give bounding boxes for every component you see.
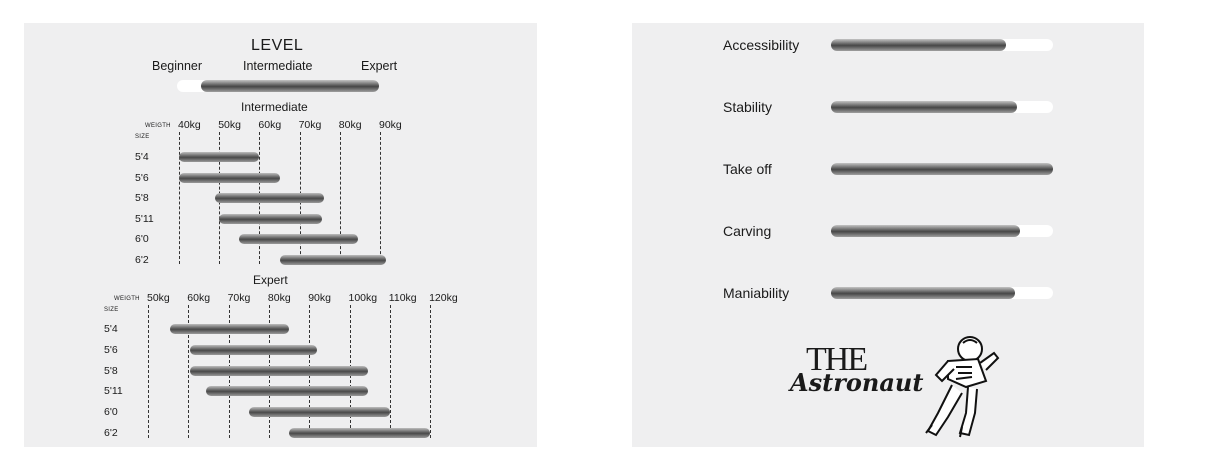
weight-tick-label: 80kg (338, 119, 362, 131)
size-row-label: 5'11 (135, 212, 154, 225)
rating-bar (831, 287, 1015, 299)
size-row-label: 5'4 (135, 151, 149, 163)
size-chart-panel (24, 23, 537, 447)
weight-tick-label: 90kg (308, 292, 331, 304)
size-row-label: 6'0 (104, 406, 118, 419)
weight-gridline (179, 132, 180, 264)
size-row-label: 5'6 (135, 171, 149, 184)
weight-tick-label: 40kg (178, 119, 201, 131)
weight-tick-label: 60kg (258, 119, 282, 131)
weight-range-bar (249, 407, 390, 417)
weight-range-bar (239, 234, 358, 244)
weight-gridline (430, 305, 431, 438)
weight-range-bar (179, 173, 280, 183)
weight-axis-label: WEIGTH (145, 123, 171, 129)
weight-range-bar (289, 428, 430, 438)
weight-tick-label: 90kg (379, 119, 402, 131)
rating-bar (831, 39, 1006, 51)
rating-label: Carving (723, 223, 772, 239)
expert-title: Expert (253, 273, 288, 287)
weight-tick-label: 70kg (298, 119, 322, 131)
rating-label: Maniability (723, 285, 790, 301)
weight-axis-label: WEIGTH (114, 296, 140, 302)
weight-gridline (380, 132, 381, 264)
level-range-bar (201, 80, 379, 92)
rating-bar (831, 225, 1020, 237)
weight-tick-label: 50kg (147, 292, 170, 304)
weight-range-bar (206, 386, 367, 396)
rating-label: Stability (723, 99, 773, 115)
size-axis-label: SIZE (135, 134, 150, 140)
size-row-label: 5'8 (135, 192, 149, 205)
size-axis-label: SIZE (104, 307, 119, 313)
level-title: LEVEL (251, 37, 304, 54)
weight-range-bar (190, 345, 317, 355)
brand-the: THE (806, 341, 867, 378)
rating-label: Accessibility (723, 37, 800, 53)
level-beginner-label: Beginner (152, 59, 203, 73)
weight-range-bar (280, 255, 387, 265)
weight-range-bar (219, 214, 322, 224)
level-intermediate-label: Intermediate (243, 59, 313, 73)
weight-tick-label: 60kg (187, 292, 211, 304)
weight-tick-label: 100kg (348, 292, 378, 304)
rating-label: Take off (723, 161, 772, 177)
level-expert-label: Expert (361, 59, 398, 73)
weight-range-bar (179, 152, 259, 162)
weight-tick-label: 50kg (218, 119, 241, 131)
brand-logo (790, 327, 1010, 447)
weight-gridline (390, 305, 391, 438)
weight-gridline (340, 132, 341, 264)
size-row-label: 5'8 (104, 364, 118, 377)
size-row-label: 5'11 (104, 385, 123, 398)
weight-tick-label: 120kg (429, 292, 458, 304)
size-row-label: 5'4 (104, 323, 118, 335)
weight-range-bar (215, 193, 324, 203)
weight-tick-label: 70kg (227, 292, 251, 304)
weight-range-bar (190, 366, 367, 376)
size-row-label: 6'2 (135, 254, 149, 266)
weight-tick-label: 110kg (388, 292, 417, 304)
size-row-label: 6'0 (135, 233, 149, 246)
intermediate-title: Intermediate (241, 100, 308, 114)
weight-tick-label: 80kg (267, 292, 291, 304)
ratings-panel (632, 23, 1144, 447)
size-row-label: 5'6 (104, 343, 118, 356)
weight-range-bar (170, 324, 289, 334)
rating-bar (831, 163, 1053, 175)
size-row-label: 6'2 (104, 427, 118, 439)
weight-gridline (148, 305, 149, 438)
brand-astronaut: Astronaut (790, 368, 924, 397)
rating-bar (831, 101, 1017, 113)
